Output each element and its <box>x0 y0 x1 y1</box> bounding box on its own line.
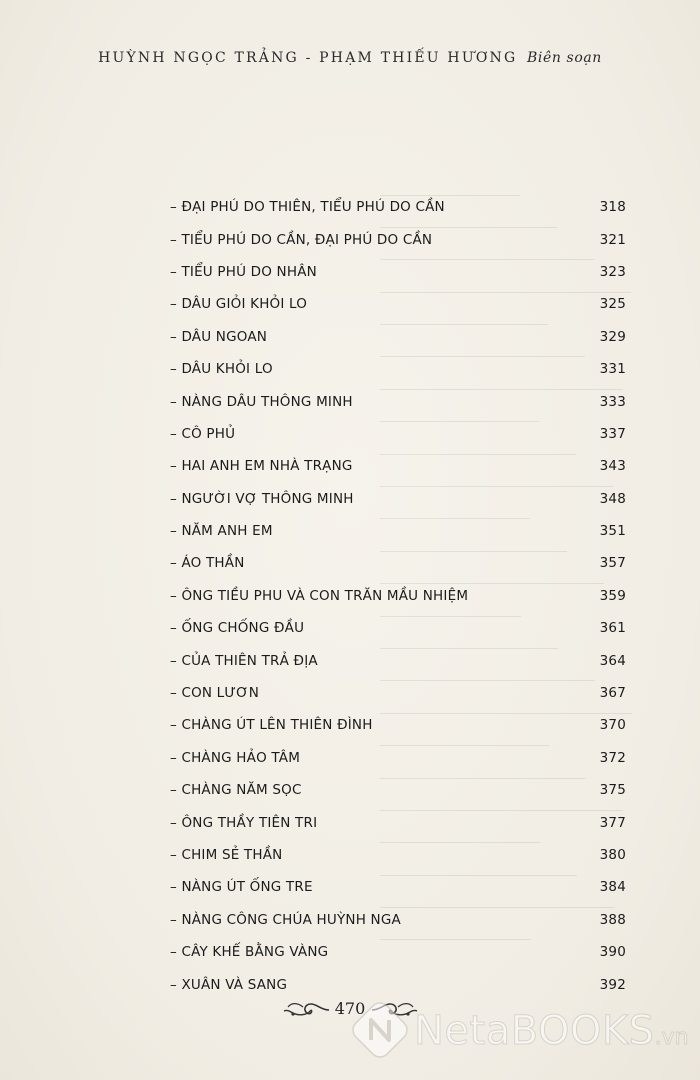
toc-entry-page: 384 <box>599 879 626 896</box>
toc-entry-page: 372 <box>599 749 626 766</box>
toc-entry-title: – ÁO THẦN <box>170 555 245 572</box>
page-number: 470 <box>334 999 366 1018</box>
toc-entry-page: 325 <box>599 296 626 313</box>
toc-entry-page: 321 <box>599 231 626 248</box>
toc-entry <box>170 644 626 676</box>
toc-entry <box>170 385 626 417</box>
toc-entry-page: 318 <box>599 199 626 216</box>
toc-entry-page: 357 <box>599 555 626 572</box>
toc-entry-page: 359 <box>599 587 626 604</box>
toc-entry-title: – CHÀNG ÚT LÊN THIÊN ĐÌNH <box>170 717 373 734</box>
header-role: Biên soạn <box>527 50 602 66</box>
toc-entry-title: – TIỂU PHÚ DO CẦN, ĐẠI PHÚ DO CẦN <box>170 231 433 248</box>
toc-entry-page: 388 <box>599 911 626 928</box>
toc-entry-title: – CÔ PHỦ <box>170 425 236 442</box>
toc-entry-title: – CỦA THIÊN TRẢ ĐỊA <box>170 652 318 669</box>
toc-entry-page: 331 <box>599 361 626 378</box>
toc-entry <box>170 288 626 320</box>
watermark-text: NetaBOOKS.vn <box>414 1008 689 1054</box>
toc-entry <box>170 612 626 644</box>
toc-entry-page: 380 <box>599 847 626 863</box>
table-of-contents <box>170 191 626 1001</box>
toc-entry-title: – DÂU KHỎI LO <box>170 361 273 378</box>
toc-entry <box>170 321 626 353</box>
header-authors: HUỲNH NGỌC TRẢNG - PHẠM THIẾU HƯƠNG <box>98 50 518 66</box>
toc-entry-title: – CHIM SẺ THẦN <box>170 847 283 863</box>
toc-entry-title: – NÀNG CÔNG CHÚA HUỲNH NGA <box>170 911 401 928</box>
toc-entry-title: – ÔNG THẦY TIÊN TRI <box>170 814 318 831</box>
toc-entry <box>170 515 626 547</box>
running-header <box>0 50 700 66</box>
toc-entry <box>170 223 626 255</box>
toc-entry <box>170 742 626 774</box>
toc-entry-page: 343 <box>599 458 626 475</box>
toc-entry-title: – DÂU GIỎI KHỎI LO <box>170 296 308 313</box>
toc-entry-page: 370 <box>599 717 626 734</box>
toc-entry-page: 364 <box>599 652 626 669</box>
netabooks-watermark <box>352 1002 697 1058</box>
toc-entry-title: – NĂM ANH EM <box>170 523 273 540</box>
toc-entry <box>170 483 626 515</box>
toc-entry-title: – CHÀNG NĂM SỌC <box>170 782 302 799</box>
toc-entry-title: – HAI ANH EM NHÀ TRẠNG <box>170 458 353 475</box>
toc-entry-page: 333 <box>599 393 626 410</box>
toc-entry-title: – ĐẠI PHÚ DO THIÊN, TIỂU PHÚ DO CẦN <box>170 199 445 216</box>
toc-entry-page: 377 <box>599 814 626 831</box>
toc-entry <box>170 839 626 871</box>
toc-entry <box>170 871 626 903</box>
toc-entry-title: – XUÂN VÀ SANG <box>170 976 288 993</box>
toc-entry-title: – CON LƯƠN <box>170 685 260 702</box>
toc-entry <box>170 353 626 385</box>
toc-entry-page: 329 <box>599 328 626 345</box>
toc-entry-page: 348 <box>599 490 626 507</box>
toc-entry <box>170 450 626 482</box>
toc-entry-page: 390 <box>599 944 626 961</box>
toc-entry <box>170 774 626 806</box>
toc-entry-title: – DÂU NGOAN <box>170 328 268 345</box>
toc-entry <box>170 256 626 288</box>
toc-entry <box>170 709 626 741</box>
toc-entry-title: – NGƯỜI VỢ THÔNG MINH <box>170 490 354 507</box>
toc-entry-title: – TIỂU PHÚ DO NHÂN <box>170 263 317 280</box>
toc-entry <box>170 580 626 612</box>
toc-entry-page: 375 <box>599 782 626 799</box>
toc-entry-page: 323 <box>599 263 626 280</box>
toc-entry <box>170 677 626 709</box>
toc-entry-title: – ỐNG CHỐNG ĐẦU <box>170 620 305 637</box>
toc-entry <box>170 191 626 223</box>
toc-entry-title: – CÂY KHẾ BẰNG VÀNG <box>170 944 329 961</box>
toc-entry-page: 337 <box>599 425 626 442</box>
netabooks-logo-icon <box>352 1002 408 1058</box>
toc-entry-page: 361 <box>599 620 626 637</box>
toc-entry-page: 351 <box>599 523 626 540</box>
toc-entry-page: 392 <box>599 976 626 993</box>
toc-entry-page: 367 <box>599 685 626 702</box>
toc-entry <box>170 547 626 579</box>
toc-entry <box>170 936 626 968</box>
toc-entry-title: – NÀNG DÂU THÔNG MINH <box>170 393 353 410</box>
toc-entry <box>170 904 626 936</box>
toc-entry-title: – ÔNG TIỀU PHU VÀ CON TRĂN MẦU NHIỆM <box>170 587 469 604</box>
toc-entry <box>170 418 626 450</box>
toc-entry <box>170 806 626 838</box>
toc-entry-title: – NÀNG ÚT ỐNG TRE <box>170 879 313 896</box>
toc-entry-title: – CHÀNG HẢO TÂM <box>170 749 301 766</box>
